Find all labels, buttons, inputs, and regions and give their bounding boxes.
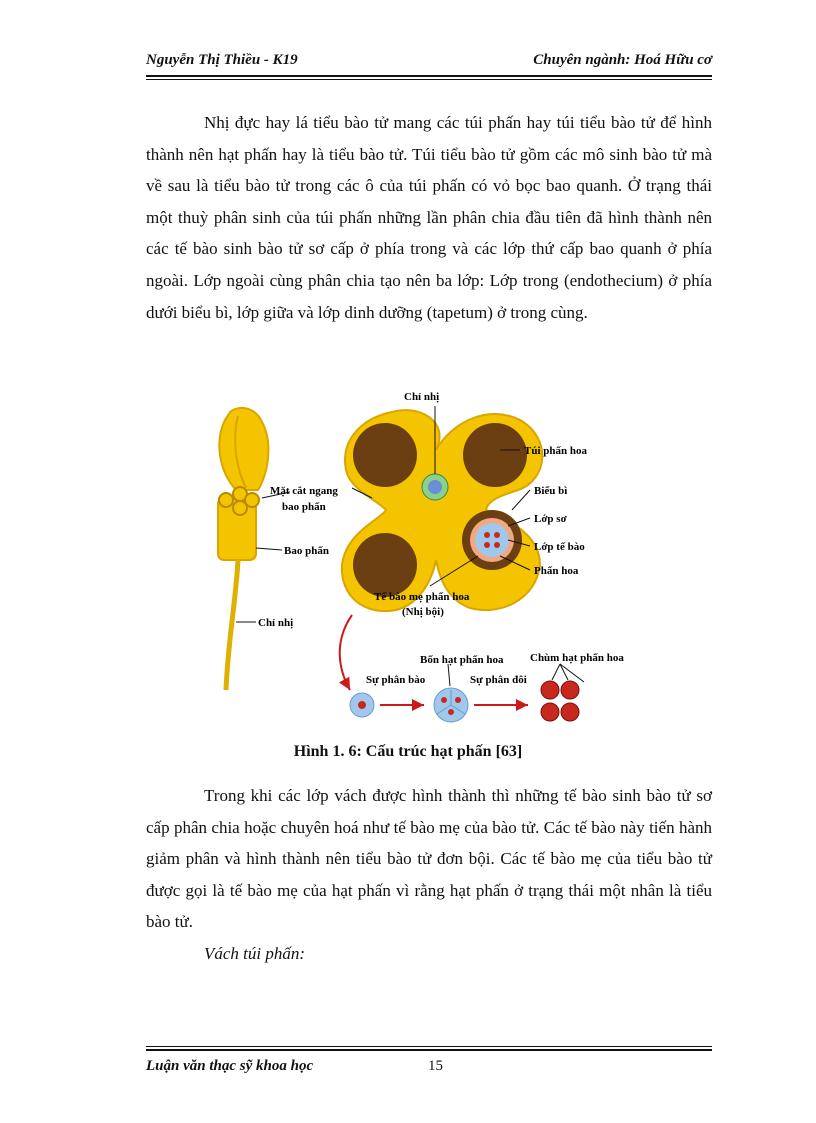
paragraph-3-heading: Vách túi phấn:	[204, 944, 306, 963]
label-lop-so: Lớp sơ	[534, 513, 567, 525]
label-bieu-bi: Biểu bì	[534, 485, 568, 497]
pollen-sac-top-left	[353, 423, 417, 487]
header-rule-thick	[146, 75, 712, 77]
pollen-sac-top-right	[463, 423, 527, 487]
page-number: 15	[428, 1058, 443, 1074]
filament	[226, 560, 238, 690]
paragraph-1: Nhị đực hay lá tiểu bào tử mang các túi phấn hay túi tiểu bào tử để hình thành nên hạt phấn hay là tiểu bào tử. Túi tiểu bào tử gồm các mô sinh bào tử mà về sau là tiểu bào tử trong các ô của túi phấn có vỏ bọc bao quanh. Ở trạng thái một thuỳ phân sinh của túi phấn những lần phân chia đầu tiên đã hình thành nên các tế bào sinh bào tử sơ cấp ở phía trong và các lớp thứ cấp bao quanh ở phía ngoài. Lớp ngoài cùng phân chia tạo nên ba lớp: Lớp trong (endothecium) ở phía dưới biểu bì, lớp giữa và lớp dinh dưỡng (tapetum) ở trong cùng.	[146, 113, 712, 322]
header-major: Chuyên ngành: Hoá Hữu cơ	[533, 52, 712, 68]
label-chi-nhi-left: Chỉ nhị	[258, 617, 294, 629]
label-te-bao-me-1: Tế bào mẹ phấn hoa	[374, 591, 470, 603]
stamen-illustration	[218, 408, 290, 690]
label-te-bao-me-2: (Nhị bội)	[402, 606, 444, 618]
footer-thesis-title: Luận văn thạc sỹ khoa học	[146, 1058, 314, 1074]
footer-rule-thick	[146, 1049, 712, 1051]
anther-cross-section	[342, 406, 542, 611]
footer-rule-thin	[146, 1046, 712, 1047]
label-phan-hoa: Phấn hoa	[534, 565, 579, 577]
label-mat-cat-2: bao phấn	[282, 501, 326, 513]
pollen-grain-4	[561, 703, 579, 721]
label-tui-phan-hoa: Túi phấn hoa	[524, 445, 587, 457]
anther-lobes	[219, 408, 268, 490]
label-bon-hat: Bốn hạt phấn hoa	[420, 654, 504, 666]
pollen-sac-bottom-left	[353, 533, 417, 597]
pollen-division-sequence	[340, 615, 584, 722]
label-chum-hat: Chùm hạt phấn hoa	[530, 652, 624, 664]
figure-caption: Hình 1. 6: Cấu trúc hạt phấn [63]	[293, 743, 523, 760]
label-bao-phan: Bao phấn	[284, 545, 329, 557]
pollen-structure-figure	[0, 360, 816, 740]
pollen-grain-3	[541, 703, 559, 721]
header-author: Nguyễn Thị Thiều - K19	[146, 52, 298, 68]
pollen-grain-2	[561, 681, 579, 699]
label-chi-nhi-top: Chỉ nhị	[404, 391, 440, 403]
label-su-phan-bao: Sự phân bào	[366, 674, 426, 686]
header-rule-thin	[146, 79, 712, 80]
label-lop-te-bao: Lớp tế bào	[534, 541, 585, 553]
label-mat-cat-1: Mặt cắt ngang	[270, 485, 338, 497]
pollen-grain-1	[541, 681, 559, 699]
label-su-phan-doi: Sự phân đôi	[470, 674, 527, 686]
paragraph-2: Trong khi các lớp vách được hình thành thì những tế bào sinh bào tử sơ cấp phân chia hoặc chuyên hoá như tế bào mẹ của bào tử. Các tế bào này tiến hành giảm phân và hình thành nên tiểu bào tử đơn bội. Các tế bào mẹ của tiểu bào tử được gọi là tế bào mẹ của hạt phấn vì rằng hạt phấn ở trạng thái một nhân là tiểu bào tử.	[146, 786, 712, 932]
